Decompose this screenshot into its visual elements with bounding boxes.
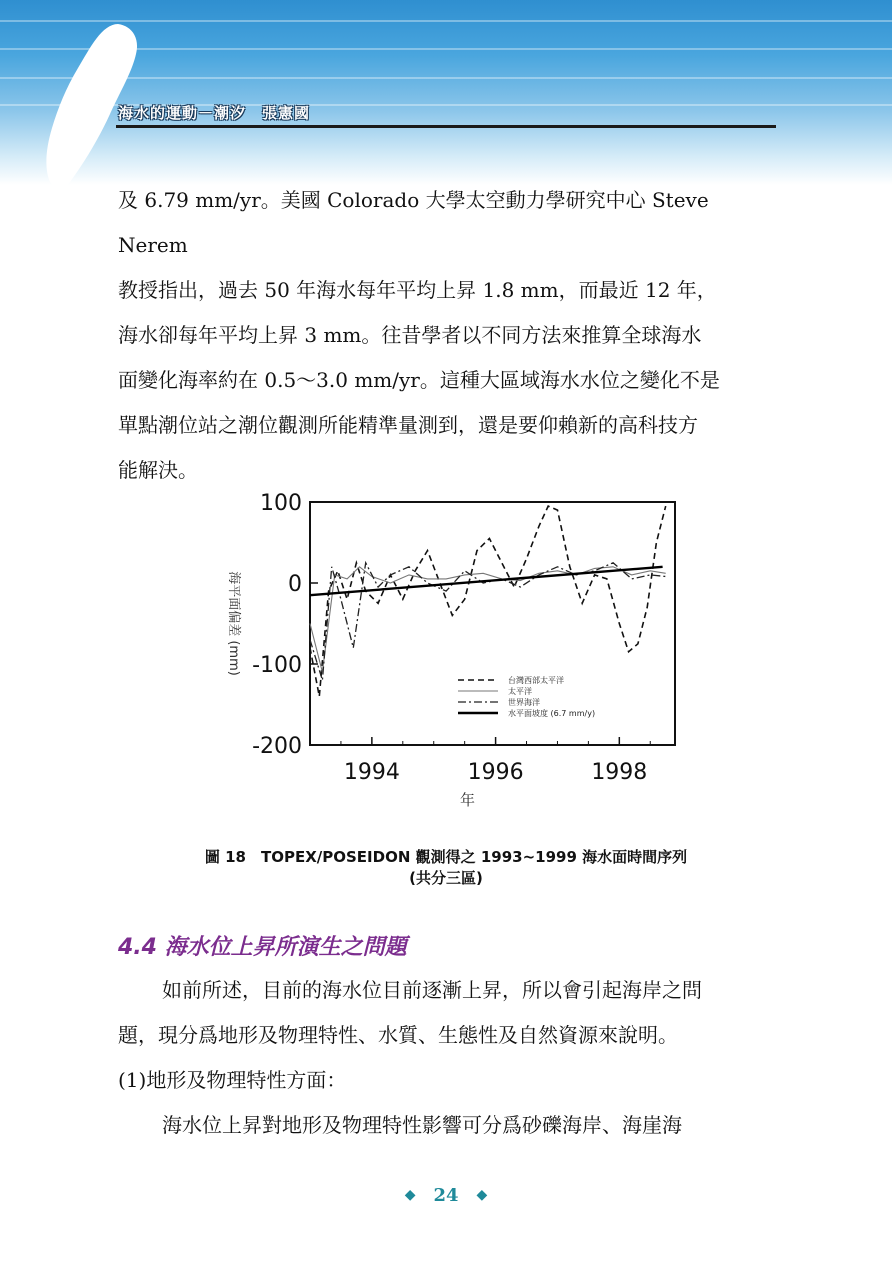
list-item: (1)地形及物理特性方面：: [118, 1068, 347, 1092]
header-title: 海水的運動－潮汐 張憲國: [118, 104, 311, 122]
y-tick-label: 100: [260, 491, 302, 516]
diamond-icon: ◆: [476, 1187, 488, 1203]
page-footer: [0, 1185, 892, 1206]
paragraph-line: 教授指出，過去 50 年海水每年平均上昇 1.8 mm，而最近 12 年，: [118, 278, 717, 302]
paragraph-line: 及 6.79 mm/yr。美國 Colorado 大學太空動力學研究中心 Steve Nerem: [118, 188, 709, 257]
plot-frame: [310, 502, 675, 745]
paragraph-line: 題，現分爲地形及物理特性、水質、生態性及自然資源來說明。: [118, 1023, 678, 1047]
section-heading: 4.4 海水位上昇所演生之問題: [118, 935, 407, 960]
paragraph-line: 如前所述，目前的海水位目前逐漸上昇，所以會引起海岸之問: [162, 978, 702, 1002]
paragraph-line: 海水位上昇對地形及物理特性影響可分爲砂礫海岸、海崖海: [162, 1113, 682, 1137]
paragraph-line: 海水卻每年平均上昇 3 mm。往昔學者以不同方法來推算全球海水: [118, 323, 702, 347]
legend-label: 太平洋: [508, 687, 532, 696]
caption-line: (共分三區): [409, 869, 483, 887]
legend-label: 台灣西部太平洋: [508, 676, 564, 685]
figure-caption: [0, 847, 892, 889]
legend-label: 世界海洋: [508, 698, 540, 707]
x-tick-label: 1998: [591, 760, 648, 785]
page-number: 24: [433, 1185, 459, 1206]
diamond-icon: ◆: [404, 1187, 416, 1203]
sea-level-chart: [210, 482, 680, 812]
y-tick-label: -200: [252, 734, 302, 759]
y-tick-label: 0: [288, 572, 302, 597]
legend-label: 水平面坡度 (6.7 mm/y): [508, 709, 596, 718]
paragraph-line: 單點潮位站之潮位觀測所能精準量測到，還是要仰賴新的高科技方: [118, 413, 698, 437]
caption-line: 圖 18 TOPEX/POSEIDON 觀測得之 1993~1999 海水面時間序列: [204, 848, 688, 866]
x-tick-label: 1996: [467, 760, 524, 785]
section-paragraph: [118, 968, 778, 1148]
y-axis-label: 海平面偏差 (mm): [226, 571, 241, 676]
header-divider: [116, 125, 776, 128]
series-line: [310, 506, 666, 696]
paragraph-line: 能解決。: [118, 458, 198, 482]
x-axis-label: 年: [459, 791, 476, 809]
y-tick-label: -100: [252, 653, 302, 678]
x-tick-label: 1994: [343, 760, 400, 785]
paragraph-line: 面變化海率約在 0.5～3.0 mm/yr。這種大區域海水水位之變化不是: [118, 368, 720, 392]
body-paragraph: [118, 178, 778, 493]
header-banner: [0, 0, 892, 185]
